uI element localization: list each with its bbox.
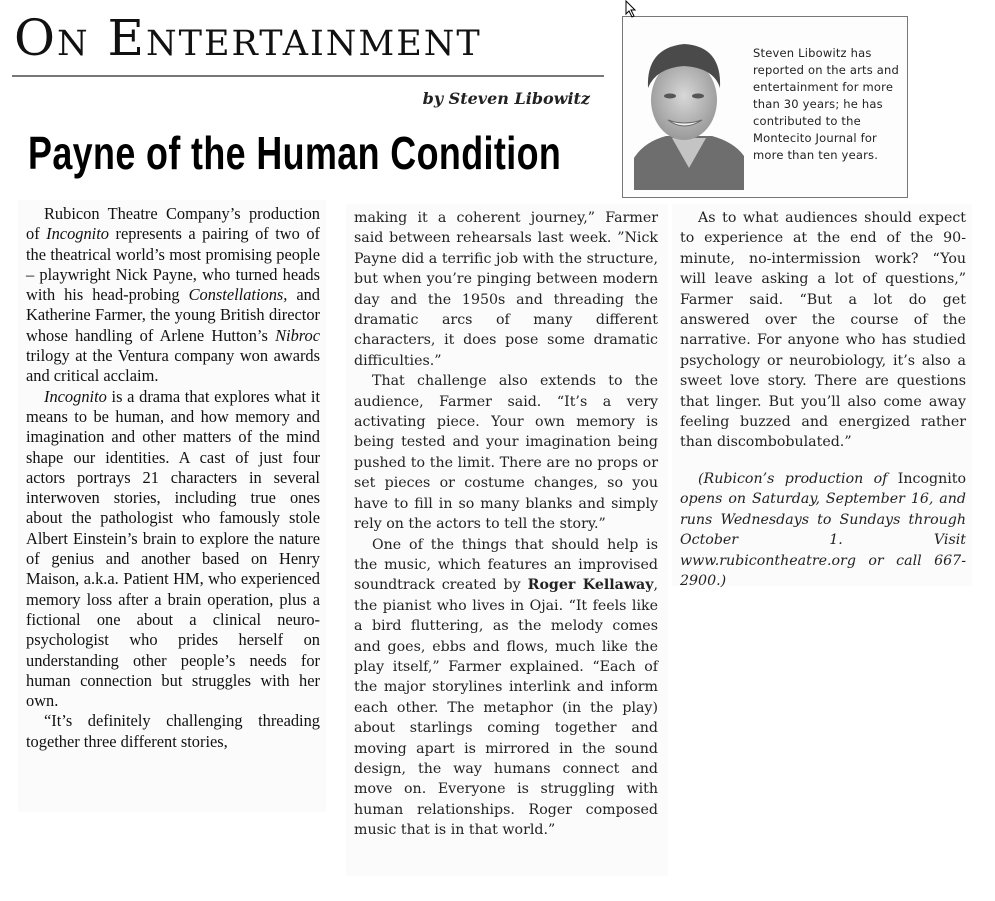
article-paragraph [354, 535, 658, 841]
italic-title: Constellations, [188, 285, 288, 305]
text-run: Rubicon Theatre Company’s production of [26, 204, 320, 244]
author-bio-text: Steven Libowitz has reported on the arts and entertainment for more than 30 years; he has contributed to the Montecito Journal for more than ten years. [753, 46, 900, 162]
article-column-3-body [680, 208, 966, 453]
text-run: , the pianist who lives in Ojai. “It feels like a bird fluttering, as the melody comes and goes, ebbs and flows, much like the play itself,” Farmer explained. “Each of the major storylines interlink and inform each other. The metaphor (in the play) about starlings coming together and moving apart is mirrored in the sound design, the way humans connect and move on. Everyone is struggling with human relationships. Roger composed music that is in that world.” [354, 577, 658, 839]
article-paragraph [26, 204, 320, 387]
show-info-details: opens on Saturday, September 16, and runs Wednesdays to Sundays through October 1. Visit www.rubicontheatre.org or call 667-2900.) [680, 491, 966, 589]
author-portrait [634, 38, 744, 190]
article-column-1 [18, 200, 326, 812]
italic-title: Incognito [46, 224, 109, 244]
mouse-cursor-icon [625, 0, 637, 18]
show-info-note [680, 469, 966, 591]
text-run: making it a coherent journey,” Farmer said between rehearsals last week. ”Nick Payne did a terrific job with the structure, but when you’re pinging between modern day and the 1950s and threading the dramatic arcs of many different characters, it does pose some dramatic difficulties.” [354, 210, 658, 369]
author-bio-box [622, 16, 908, 198]
text-run: trilogy at the Ventura company won awards and critical acclaim. [26, 346, 320, 386]
text-run: and Katherine Farmer, the young British director whose handling of Arlene Hutton’s [26, 285, 321, 345]
article-column-3 [672, 204, 972, 589]
article-paragraph [354, 371, 658, 534]
text-run: “It’s definitely challenging threading together three different stories, [26, 711, 320, 751]
article-paragraph [26, 711, 320, 752]
text-run: That challenge also extends to the audience, Farmer said. “It’s a very activating piece. Your own memory is being tested and your imagination being pushed to the limit. There are no props or set pieces or costume changes, so you have to fill in so many blanks and simply rely on the actors to tell the story.” [354, 373, 658, 533]
text-run: One of the things that should help is the music, which features an improvised soundtrack created by [354, 536, 658, 594]
bold-name: Roger Kellaway [527, 577, 654, 594]
text-run: is a drama that explores what it means to be human, and how memory and imagination and other matters of the mind shape our identities. A cast of just four actors portrays 21 characters in several interwoven stories, including true ones about the pathologist who famously stole Albert Einstein’s brain to explore the nature of genius and another based on Henry Maison, a.k.a. Patient HM, who experienced memory loss after a brain operation, plus a fictional one about a clinical neuro-psychologist who prides herself on understanding other people’s needs for human connection but struggles with her own. [26, 386, 320, 711]
italic-title: Incognito [44, 386, 107, 406]
italic-title: Nibroc [275, 325, 320, 345]
headline: Payne of the Human Condition [28, 127, 562, 179]
section-divider [12, 75, 604, 77]
text-run: represents a pairing of two of the theatrical world’s most promising people – playwright Nick Payne, who turned heads with his head-probing [26, 224, 320, 305]
show-info-prefix: (Rubicon’s production of [698, 470, 898, 487]
text-run: As to what audiences should expect to experience at the end of the 90-minute, no-intermission work? “You will leave asking a lot of questions,” Farmer said. “But a lot do get answered over the course of the narrative. For anyone who has studied psychology or neurobiology, it’s also a sweet love story. There are questions that linger. But you’ll also come away feeling buzzed and energized rather than discombobulated.” [680, 210, 966, 451]
article-paragraph [26, 387, 320, 712]
show-info-title: Incognito [897, 470, 966, 487]
section-title: On Entertainment [14, 9, 482, 67]
article-paragraph [680, 208, 966, 453]
article-paragraph [354, 208, 658, 371]
article-column-2 [346, 204, 668, 876]
byline: by Steven Libowitz [422, 89, 590, 108]
